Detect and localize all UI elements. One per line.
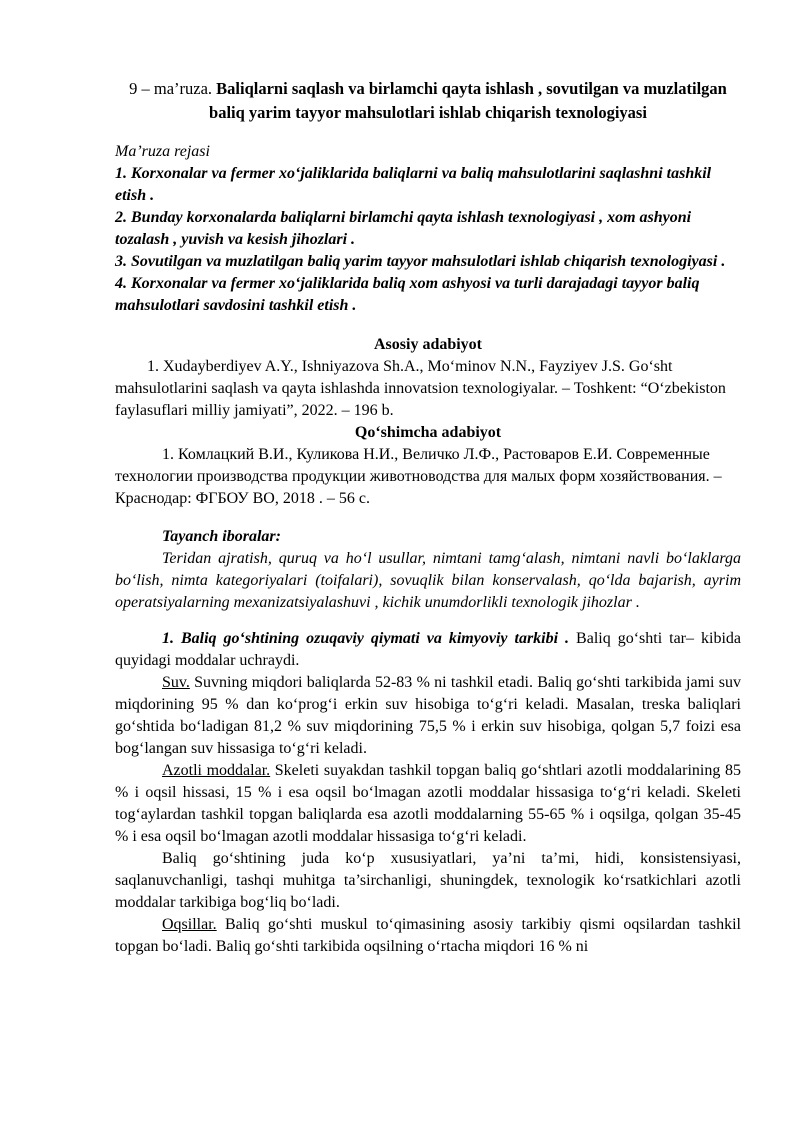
plan-item-1: 1. Korxonalar va fermer xo‘jaliklarida baliqlarni va baliq mahsulotlarini saqlashni tashkil etish . [115,165,712,204]
features-paragraph: Baliq go‘shtining juda ko‘p xususiyatlari, ya’ni ta’mi, hidi, konsistensiyasi, saqlanuvchanligi, tashqi muhitga ta’sirchanligi, shuningdek, texnologik ko‘rsatkichlari azotli moddalar tarkibiga bog‘liq bo‘ladi. [115,850,741,911]
keywords-heading: Tayanch iboralar: [162,528,281,545]
protein-label: Oqsillar. [162,916,217,933]
extra-literature-heading: Qo‘shimcha adabiyot [354,424,502,441]
nitrogen-text: Skeleti suyakdan tashkil topgan baliq go‘shtlari azotli moddalarining 85 % i oqsil hissasi, 15 % i esa oqsil bo‘lmagan azotli moddalar hissasiga to‘g‘ri keladi. Skeleti tog‘aylardan tashkil topgan baliqlarda esa azotli moddalarning 55-65 % i oqsilga, qolgan 35-45 % i esa oqsil bo‘lmagan azotli moddalar hissasiga to‘g‘ri keladi. [115,762,741,845]
plan-item-2: 2. Bunday korxonalarda baliqlarni birlamchi qayta ishlash texnologiyasi , xom ashyoni tozalash , yuvish va kesish jihozlari . [115,209,692,248]
protein-paragraph [115,914,741,958]
water-paragraph [115,672,741,760]
protein-text: Baliq go‘shti muskul to‘qimasining asosiy tarkibiy qismi oqsilardan tashkil topgan bo‘ladi. Baliq go‘shti tarkibida oqsilning o‘rtacha miqdori 16 % ni [115,916,741,955]
extra-literature-reference: 1. Комлацкий В.И., Куликова Н.И., Величко Л.Ф., Растоваров Е.И. Современные технологии производства продукции животноводства для малых форм хозяйствования. – Краснодар: ФГБОУ ВО, 2018 . – 56 с. [115,446,722,507]
lecture-title-text: Baliqlarni saqlash va birlamchi qayta ishlash , sovutilgan va muzlatilgan baliq yarim tayyor mahsulotlari ishlab chiqarish texnologiyasi [209,79,727,122]
section1-text: Baliq go‘shti tar– kibida quyidagi moddalar uchraydi. [115,630,741,669]
water-text: Suvning miqdori baliqlarda 52-83 % ni tashkil etadi. Baliq go‘shti tarkibida jami suv miqdorining 95 % dan ko‘prog‘i erkin suv hisobiga to‘g‘ri keladi. Masalan, treska baliqlari go‘shtida bo‘ladigan 81,2 % suv miqdorining 75,5 % i erkin suv hisobiga, qolgan 5,7 foizi esa bog‘langan suv hissasiga to‘g‘ri keladi. [115,674,741,757]
plan-item-4: 4. Korxonalar va fermer xo‘jaliklarida baliq xom ashyosi va turli darajadagi tayyor baliq mahsulotlari savdosini tashkil etish . [115,275,700,314]
water-label: Suv. [162,674,190,691]
keywords-text: Teridan ajratish, quruq va ho‘l usullar, nimtani tamg‘alash, nimtani navli bo‘laklarga bo‘lish, nimta kategoriyalari (toifalari), sovuqlik bilan konservalash, qo‘lda bajarish, ayrim operatsiyalarning mexanizatsiyalashuvi , kichik unumdorlikli texnologik jihozlar . [115,550,741,611]
nitrogen-label: Azotli moddalar. [162,762,271,779]
nitrogen-paragraph [115,760,741,848]
section1-heading: 1. Baliq go‘shtining ozuqaviy qiymati va kimyoviy tarkibi . [162,630,570,647]
lecture-number: 9 – ma’ruza. [129,79,213,98]
plan-item-3: 3. Sovutilgan va muzlatilgan baliq yarim tayyor mahsulotlari ishlab chiqarish texnologiyasi . [115,253,726,270]
lecture-title [115,77,741,125]
document-content [115,77,741,958]
main-literature-reference: 1. Xudayberdiyev A.Y., Ishniyazova Sh.A., Mo‘minov N.N., Fayziyev J.S. Go‘sht mahsulotlarini saqlash va qayta ishlashda innovatsion texnologiyalar. – Toshkent: “O‘zbekiston faylasuflari milliy jamiyati”, 2022. – 196 b. [115,358,726,419]
main-literature-heading: Asosiy adabiyot [373,336,483,353]
section1-paragraph [115,628,741,672]
plan-heading: Ma’ruza rejasi [115,143,210,160]
